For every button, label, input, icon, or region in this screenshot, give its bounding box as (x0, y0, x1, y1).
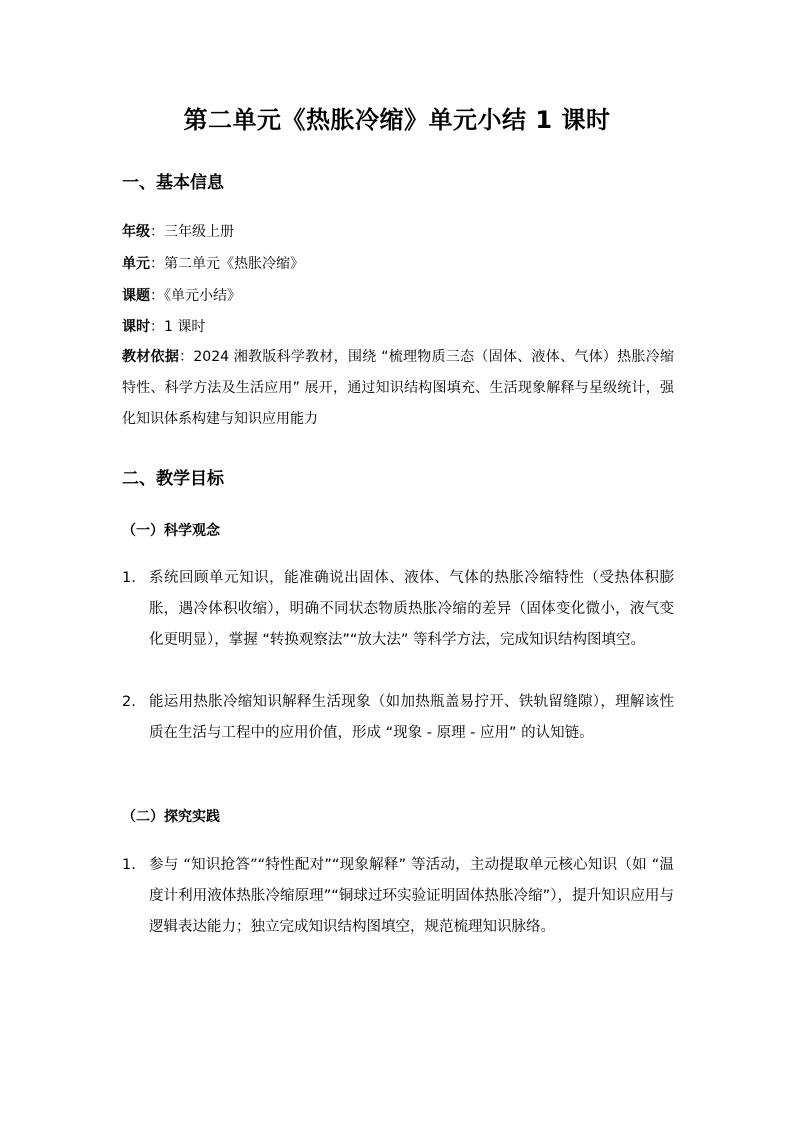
basis-paragraph (122, 342, 674, 435)
hours-value: ：1 课时 (150, 319, 206, 335)
unit-value: ：第二单元《热胀冷缩》 (150, 256, 304, 272)
hours-line (122, 317, 205, 337)
topic-label: 课题 (122, 288, 150, 304)
subsection-heading-inquiry-practice: （二）探究实践 (122, 809, 220, 825)
section-heading-basic-info: 一、基本信息 (122, 173, 224, 193)
section-heading-teaching-goals: 二、教学目标 (122, 469, 224, 489)
subsection-heading-science-concepts: （一）科学观念 (122, 523, 220, 539)
hours-label: 课时 (122, 319, 150, 335)
document-title: 第二单元《热胀冷缩》单元小结 1 课时 (183, 106, 611, 134)
basis-label: 教材依据 (122, 349, 180, 365)
list-item-text: 参与 “知识抢答”“特性配对”“现象解释” 等活动，主动提取单元核心知识（如 “温度计利用液体热胀冷缩原理”“铜球过环实验证明固体热胀冷缩”），提升知识应用与逻辑表达能力；独立完成知识结构图填空，规范梳理知识脉络。 (149, 857, 674, 935)
unit-label: 单元 (122, 256, 150, 272)
list-item-number: 2. (122, 694, 136, 710)
topic-value: ：《单元小结》 (150, 288, 241, 304)
list-item-text: 能运用热胀冷缩知识解释生活现象（如加热瓶盖易拧开、铁轨留缝隙），理解该性质在生活与工程中的应用价值，形成 “现象 - 原理 - 应用” 的认知链。 (149, 694, 674, 741)
grade-line (122, 222, 234, 242)
topic-line (122, 286, 241, 306)
basis-value: ：2024 湘教版科学教材，围绕 “梳理物质三态（固体、液体、气体）热胀冷缩特性、科学方法及生活应用” 展开，通过知识结构图填充、生活现象解释与星级统计，强化知识体系构建与知识应用能力 (122, 349, 675, 427)
list-item-text: 系统回顾单元知识，能准确说出固体、液体、气体的热胀冷缩特性（受热体积膨胀，遇冷体积收缩），明确不同状态物质热胀冷缩的差异（固体变化微小，液气变化更明显），掌握 “转换观察法”“放大法” 等科学方法，完成知识结构图填空。 (149, 570, 674, 648)
unit-line (122, 254, 304, 274)
grade-value: ：三年级上册 (150, 224, 234, 240)
list-item-number: 1. (122, 857, 136, 873)
list-item-number: 1. (122, 570, 136, 586)
grade-label: 年级 (122, 224, 150, 240)
